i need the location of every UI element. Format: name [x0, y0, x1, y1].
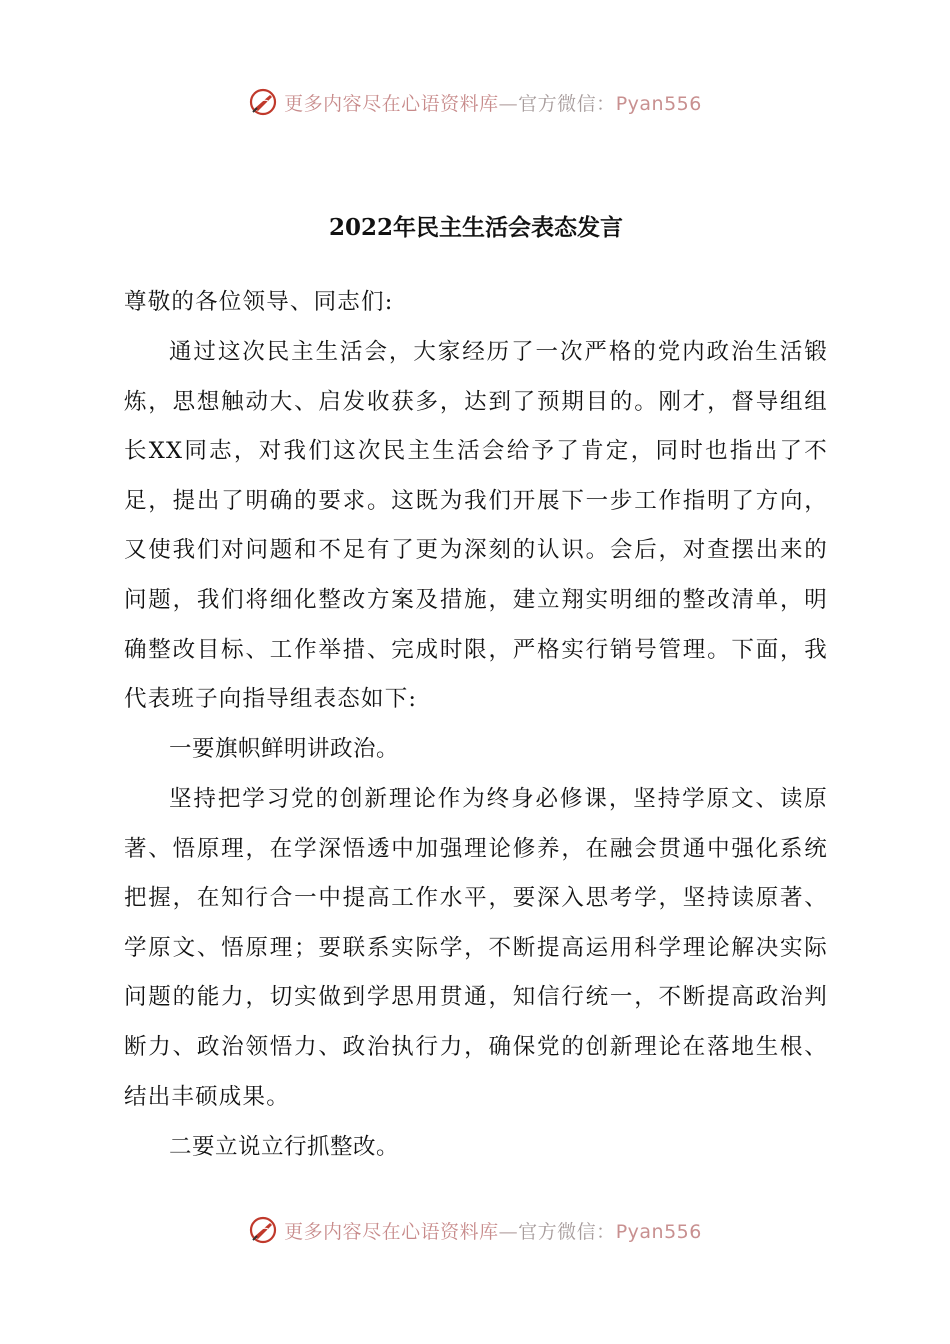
footer-banner-official: 官方微信：	[518, 1220, 616, 1243]
footer-banner-text	[284, 1217, 702, 1244]
salutation: 尊敬的各位领导、同志们:	[124, 289, 394, 315]
quill-logo-icon	[248, 87, 278, 117]
quill-logo-icon	[248, 1215, 278, 1245]
document-title: 2022年民主生活会表态发言	[328, 214, 623, 241]
section-heading-2: 二要立说立行抓整改。	[169, 1134, 400, 1160]
section-heading-1: 一要旗帜鲜明讲政治。	[169, 736, 400, 762]
paragraph-2: 坚持把学习党的创新理论作为终身必修课，坚持学原文、读原著、悟原理，在学深悟透中加强理论修养，在融会贯通中强化系统把握，在知行合一中提高工作水平，要深入思考学，坚持读原著、学原文、悟原理；要联系实际学，不断提高运用科学理论解决实际问题的能力，切实做到学思用贯通，知信行统一，不断提高政治判断力、政治领悟力、政治执行力，确保党的创新理论在落地生根、结出丰硕成果。	[124, 786, 828, 1110]
footer-banner	[0, 1210, 950, 1250]
document-body	[124, 206, 828, 1173]
header-banner-text	[284, 89, 702, 116]
header-banner	[0, 82, 950, 122]
paragraph-1: 通过这次民主生活会，大家经历了一次严格的党内政治生活锻炼，思想触动大、启发收获多，达到了预期目的。刚才，督导组组长XX同志，对我们这次民主生活会给予了肯定，同时也指出了不足，提出了明确的要求。这既为我们开展下一步工作指明了方向，又使我们对问题和不足有了更为深刻的认识。会后，对查摆出来的问题，我们将细化整改方案及措施，建立翔实明细的整改清单，明确整改目标、工作举措、完成时限，严格实行销号管理。下面，我代表班子向指导组表态如下:	[124, 339, 828, 713]
footer-banner-main: 更多内容尽在心语资料库	[284, 1220, 499, 1243]
footer-banner-wechat: Pyan556	[615, 1220, 702, 1243]
header-banner-dash: —	[498, 92, 519, 115]
footer-banner-dash: —	[498, 1220, 519, 1243]
header-banner-official: 官方微信：	[518, 92, 616, 115]
header-banner-wechat: Pyan556	[615, 92, 702, 115]
header-banner-main: 更多内容尽在心语资料库	[284, 92, 499, 115]
